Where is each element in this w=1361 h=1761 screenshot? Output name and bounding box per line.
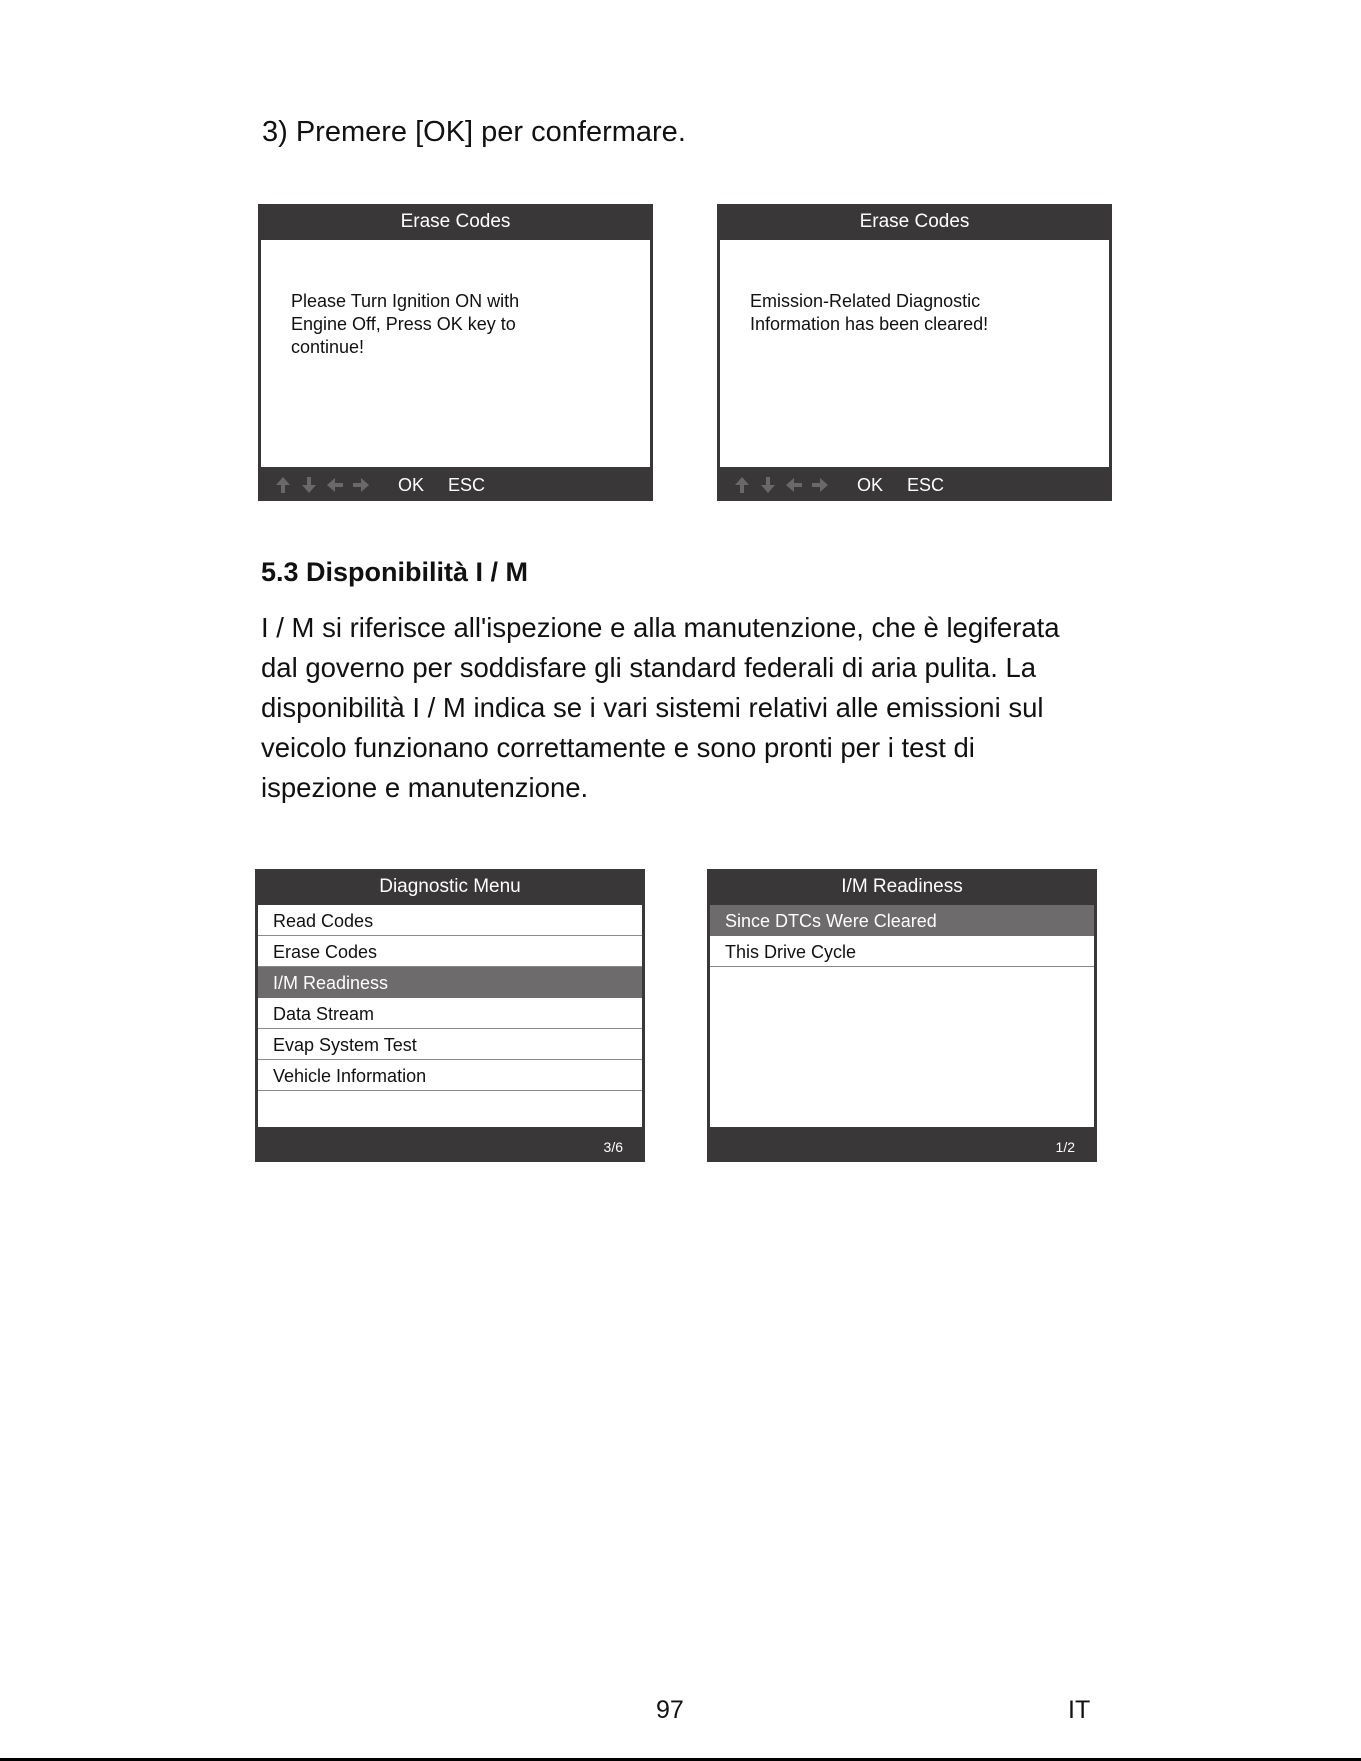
arrow-up-icon — [274, 475, 292, 495]
screen-title: Diagnostic Menu — [379, 876, 521, 897]
screen-title: Erase Codes — [400, 211, 511, 232]
screen-body — [720, 240, 1109, 467]
menu-item-evap-system-test[interactable]: Evap System Test — [258, 1029, 642, 1060]
menu-empty-row — [258, 1091, 642, 1122]
screen-message: Emission-Related Diagnostic Information has been cleared! — [750, 291, 989, 334]
language-code: IT — [1068, 1696, 1091, 1724]
step-text: 3) Premere [OK] per confermare. — [262, 116, 686, 148]
screen-footer — [255, 1128, 645, 1162]
arrow-left-icon — [785, 475, 803, 495]
im-readiness-screen — [707, 869, 1097, 1162]
screen-message: Please Turn Ignition ON with Engine Off, Press OK key to continue! — [291, 291, 520, 357]
ok-label: OK — [857, 475, 884, 495]
menu-list — [258, 905, 642, 1127]
diagnostic-menu-screen — [255, 869, 645, 1162]
esc-label: ESC — [907, 475, 945, 495]
section-title: 5.3 Disponibilità I / M — [261, 557, 529, 587]
screen-title: I/M Readiness — [841, 876, 963, 897]
menu-item-since-dtcs-cleared[interactable]: Since DTCs Were Cleared — [710, 905, 1094, 936]
menu-list — [710, 905, 1094, 1127]
page-indicator: 1/2 — [1055, 1139, 1075, 1155]
ok-label: OK — [398, 475, 425, 495]
esc-label: ESC — [448, 475, 486, 495]
menu-item-vehicle-information[interactable]: Vehicle Information — [258, 1060, 642, 1091]
arrow-right-icon — [811, 475, 829, 495]
menu-item-im-readiness[interactable]: I/M Readiness — [258, 967, 642, 998]
page-number: 97 — [656, 1696, 684, 1724]
arrow-up-icon — [733, 475, 751, 495]
section-paragraph: I / M si riferisce all'ispezione e alla manutenzione, che è legiferata dal governo per soddisfare gli standard federali di aria pulita. La disponibilità I / M indica se i vari sistemi relativi alle emissioni sul veicolo funzionano correttamente e sono pronti per i test di ispezione e manutenzione. — [261, 612, 1060, 803]
menu-item-data-stream[interactable]: Data Stream — [258, 998, 642, 1029]
menu-item-erase-codes[interactable]: Erase Codes — [258, 936, 642, 967]
screen-footer — [717, 469, 1112, 501]
screen-body — [261, 240, 650, 467]
erase-codes-screen-1 — [258, 204, 653, 501]
menu-item-read-codes[interactable]: Read Codes — [258, 905, 642, 936]
arrow-down-icon — [759, 475, 777, 495]
menu-item-this-drive-cycle[interactable]: This Drive Cycle — [710, 936, 1094, 967]
nav-arrows — [274, 475, 370, 495]
screen-footer — [258, 469, 653, 501]
nav-arrows — [733, 475, 829, 495]
erase-codes-screen-2 — [717, 204, 1112, 501]
arrow-right-icon — [352, 475, 370, 495]
arrow-down-icon — [300, 475, 318, 495]
page-indicator: 3/6 — [603, 1139, 623, 1155]
arrow-left-icon — [326, 475, 344, 495]
screen-title: Erase Codes — [859, 211, 970, 232]
screen-footer — [707, 1128, 1097, 1162]
